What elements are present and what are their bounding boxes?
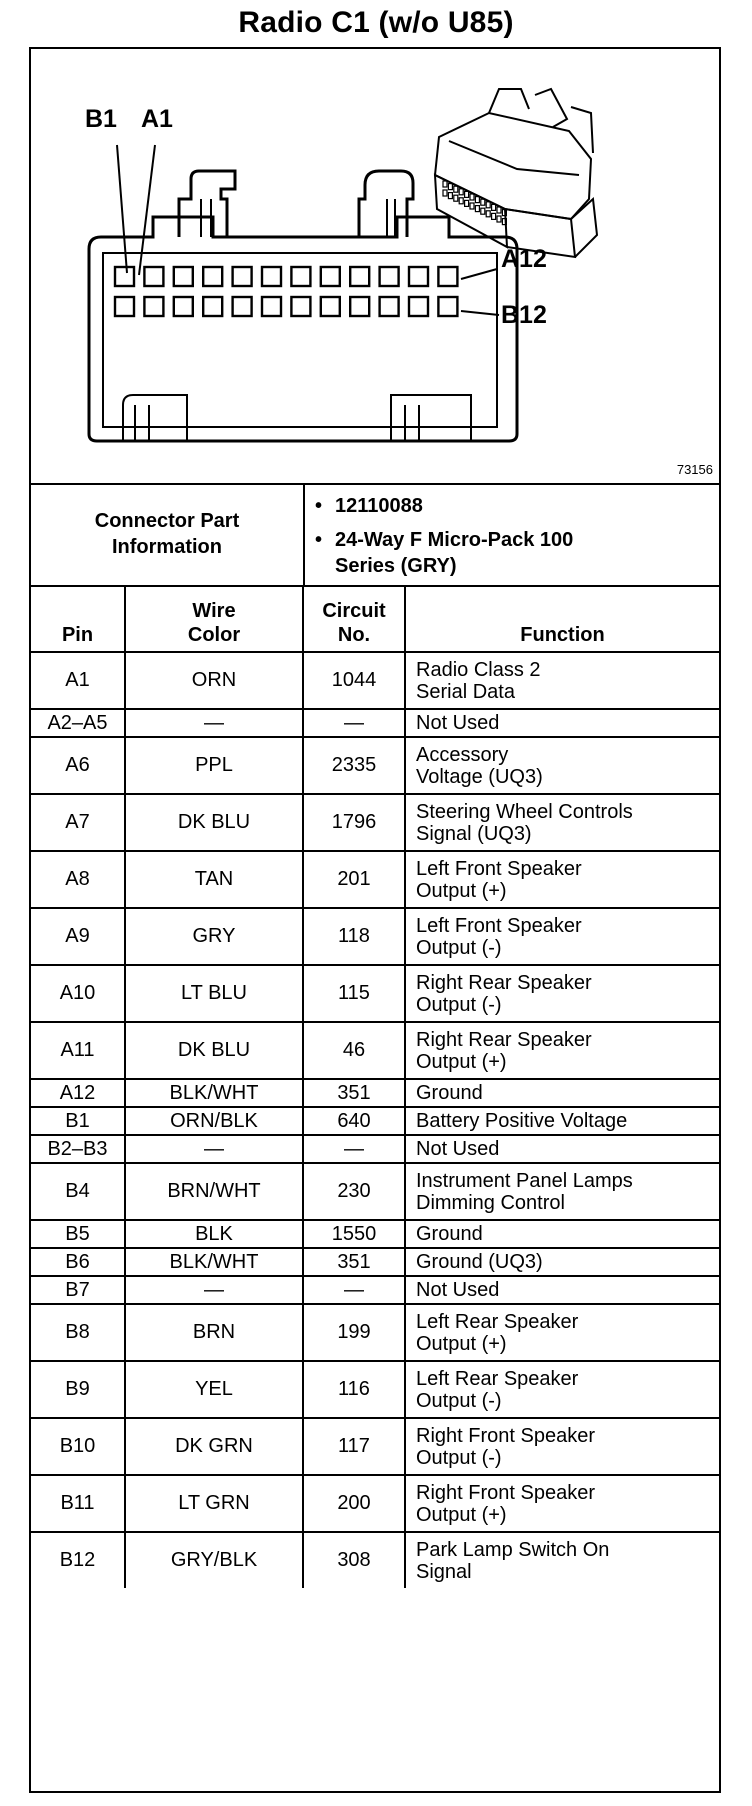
table-row [31, 1079, 719, 1107]
part-number: • 12110088 [305, 493, 715, 519]
cavity [438, 267, 457, 286]
pin-cell: A8 [31, 851, 125, 908]
circuit-cell: 1796 [303, 794, 405, 851]
cavity [115, 267, 134, 286]
circuit-cell: — [303, 1276, 405, 1304]
cavity [438, 297, 457, 316]
circuit-cell: 116 [303, 1361, 405, 1418]
cavity [350, 267, 369, 286]
function-cell: Ground [405, 1220, 719, 1248]
wire-color-cell: BLK [125, 1220, 303, 1248]
connector-info-heading: Connector Part Information [31, 483, 305, 585]
circuit-cell: 351 [303, 1248, 405, 1276]
cavity [233, 267, 252, 286]
mini-cavity [465, 200, 469, 206]
function-cell: Not Used [405, 709, 719, 737]
wire-color-cell: YEL [125, 1361, 303, 1418]
cavity [380, 297, 399, 316]
label-a1: A1 [141, 105, 173, 133]
pin-cell: B1 [31, 1107, 125, 1135]
pin-cell: B11 [31, 1475, 125, 1532]
mini-cavity [465, 191, 469, 197]
wire-color-cell: GRY/BLK [125, 1532, 303, 1588]
mini-cavity [492, 204, 496, 210]
header-circuit-no: Circuit No. [303, 586, 405, 652]
pin-cell: B12 [31, 1532, 125, 1588]
pinout-table [31, 585, 719, 1588]
connector-part-info [31, 483, 719, 587]
figure-id: 73156 [676, 462, 713, 477]
circuit-cell: 201 [303, 851, 405, 908]
header-wire-color: Wire Color [125, 586, 303, 652]
function-cell: Right Rear Speaker Output (+) [405, 1022, 719, 1079]
pinout-header-row [31, 586, 719, 652]
pin-cell: B2–B3 [31, 1135, 125, 1163]
cavity [409, 267, 428, 286]
circuit-cell: 351 [303, 1079, 405, 1107]
function-cell: Not Used [405, 1276, 719, 1304]
wire-color-cell: BRN/WHT [125, 1163, 303, 1220]
pin-cell: B9 [31, 1361, 125, 1418]
function-cell: Left Front Speaker Output (+) [405, 851, 719, 908]
table-row [31, 1248, 719, 1276]
cavity [174, 267, 193, 286]
wire-color-cell: DK GRN [125, 1418, 303, 1475]
circuit-cell: 199 [303, 1304, 405, 1361]
mini-cavity [497, 216, 501, 222]
cavity [291, 297, 310, 316]
wire-color-cell: BLK/WHT [125, 1079, 303, 1107]
mini-cavity [486, 202, 490, 208]
table-row [31, 908, 719, 965]
circuit-cell: 1550 [303, 1220, 405, 1248]
pin-cell: A10 [31, 965, 125, 1022]
wire-color-cell: ORN [125, 652, 303, 709]
wire-color-cell: GRY [125, 908, 303, 965]
wire-color-cell: — [125, 1276, 303, 1304]
function-cell: Instrument Panel Lamps Dimming Control [405, 1163, 719, 1220]
connector-info-details [305, 493, 715, 579]
circuit-cell: — [303, 1135, 405, 1163]
function-cell: Steering Wheel Controls Signal (UQ3) [405, 794, 719, 851]
wire-color-cell: BLK/WHT [125, 1248, 303, 1276]
wire-color-cell: BRN [125, 1304, 303, 1361]
circuit-cell: 230 [303, 1163, 405, 1220]
circuit-cell: 1044 [303, 652, 405, 709]
wire-color-cell: DK BLU [125, 1022, 303, 1079]
cavity [203, 297, 222, 316]
label-a12: A12 [501, 245, 547, 273]
circuit-cell: 46 [303, 1022, 405, 1079]
circuit-cell: 117 [303, 1418, 405, 1475]
pin-cell: B5 [31, 1220, 125, 1248]
connector-sheet [29, 47, 721, 1793]
circuit-cell: 308 [303, 1532, 405, 1588]
cavity [174, 297, 193, 316]
pin-cell: A2–A5 [31, 709, 125, 737]
mini-cavity [475, 197, 479, 203]
pin-cell: A11 [31, 1022, 125, 1079]
function-cell: Accessory Voltage (UQ3) [405, 737, 719, 794]
table-row [31, 652, 719, 709]
pin-cell: A7 [31, 794, 125, 851]
mini-cavity [481, 199, 485, 205]
connector-diagram [31, 49, 719, 485]
mini-cavity [454, 186, 458, 192]
table-row [31, 965, 719, 1022]
mini-cavity [492, 213, 496, 219]
mini-cavity [459, 198, 463, 204]
cavity [203, 267, 222, 286]
cavity [409, 297, 428, 316]
cavity [262, 267, 281, 286]
cavity [321, 267, 340, 286]
header-function: Function [405, 586, 719, 652]
function-cell: Left Front Speaker Output (-) [405, 908, 719, 965]
label-b1: B1 [85, 105, 117, 133]
cavity [144, 267, 163, 286]
page-title: Radio C1 (w/o U85) [238, 6, 514, 39]
mini-cavity [497, 207, 501, 213]
table-row [31, 1107, 719, 1135]
mini-cavity [454, 195, 458, 201]
wire-color-cell: LT GRN [125, 1475, 303, 1532]
mini-cavity [470, 203, 474, 209]
function-cell: Left Rear Speaker Output (+) [405, 1304, 719, 1361]
function-cell: Right Rear Speaker Output (-) [405, 965, 719, 1022]
table-row [31, 1361, 719, 1418]
wire-color-cell: ORN/BLK [125, 1107, 303, 1135]
function-cell: Ground (UQ3) [405, 1248, 719, 1276]
table-row [31, 1220, 719, 1248]
cavity [115, 297, 134, 316]
function-cell: Not Used [405, 1135, 719, 1163]
pin-cell: B4 [31, 1163, 125, 1220]
function-cell: Ground [405, 1079, 719, 1107]
pin-cell: A6 [31, 737, 125, 794]
function-cell: Radio Class 2 Serial Data [405, 652, 719, 709]
cavity [262, 297, 281, 316]
function-cell: Left Rear Speaker Output (-) [405, 1361, 719, 1418]
mini-cavity [475, 206, 479, 212]
pin-cell: A12 [31, 1079, 125, 1107]
table-row [31, 1532, 719, 1588]
pin-cell: A9 [31, 908, 125, 965]
wire-color-cell: LT BLU [125, 965, 303, 1022]
mini-cavity [448, 184, 452, 190]
wire-color-cell: PPL [125, 737, 303, 794]
table-row [31, 1163, 719, 1220]
pin-cell: B8 [31, 1304, 125, 1361]
circuit-cell: — [303, 709, 405, 737]
pin-cell: B7 [31, 1276, 125, 1304]
part-description: • 24-Way F Micro-Pack 100 Series (GRY) [305, 527, 595, 579]
pin-cell: B10 [31, 1418, 125, 1475]
table-row [31, 794, 719, 851]
circuit-cell: 2335 [303, 737, 405, 794]
table-row [31, 1135, 719, 1163]
pin-cell: B6 [31, 1248, 125, 1276]
table-row [31, 851, 719, 908]
mini-cavity [443, 190, 447, 196]
mini-cavity [481, 208, 485, 214]
wire-color-cell: DK BLU [125, 794, 303, 851]
cavity [380, 267, 399, 286]
cavity [144, 297, 163, 316]
circuit-cell: 640 [303, 1107, 405, 1135]
header-pin: Pin [31, 586, 125, 652]
table-row [31, 1304, 719, 1361]
function-cell: Park Lamp Switch On Signal [405, 1532, 719, 1588]
cavity [233, 297, 252, 316]
table-row [31, 737, 719, 794]
mini-cavity [443, 181, 447, 187]
circuit-cell: 200 [303, 1475, 405, 1532]
table-row [31, 1418, 719, 1475]
mini-cavity [459, 189, 463, 195]
function-cell: Right Front Speaker Output (-) [405, 1418, 719, 1475]
wire-color-cell: — [125, 709, 303, 737]
circuit-cell: 115 [303, 965, 405, 1022]
mini-cavity [486, 211, 490, 217]
table-row [31, 709, 719, 737]
table-row [31, 1022, 719, 1079]
table-row [31, 1276, 719, 1304]
cavity [291, 267, 310, 286]
label-b12: B12 [501, 301, 547, 329]
function-cell: Battery Positive Voltage [405, 1107, 719, 1135]
wire-color-cell: TAN [125, 851, 303, 908]
pin-cell: A1 [31, 652, 125, 709]
table-row [31, 1475, 719, 1532]
mini-cavity [448, 193, 452, 199]
wire-color-cell: — [125, 1135, 303, 1163]
cavity [350, 297, 369, 316]
cavity [321, 297, 340, 316]
connector-outline-icon [31, 49, 719, 483]
function-cell: Right Front Speaker Output (+) [405, 1475, 719, 1532]
mini-cavity [470, 194, 474, 200]
circuit-cell: 118 [303, 908, 405, 965]
